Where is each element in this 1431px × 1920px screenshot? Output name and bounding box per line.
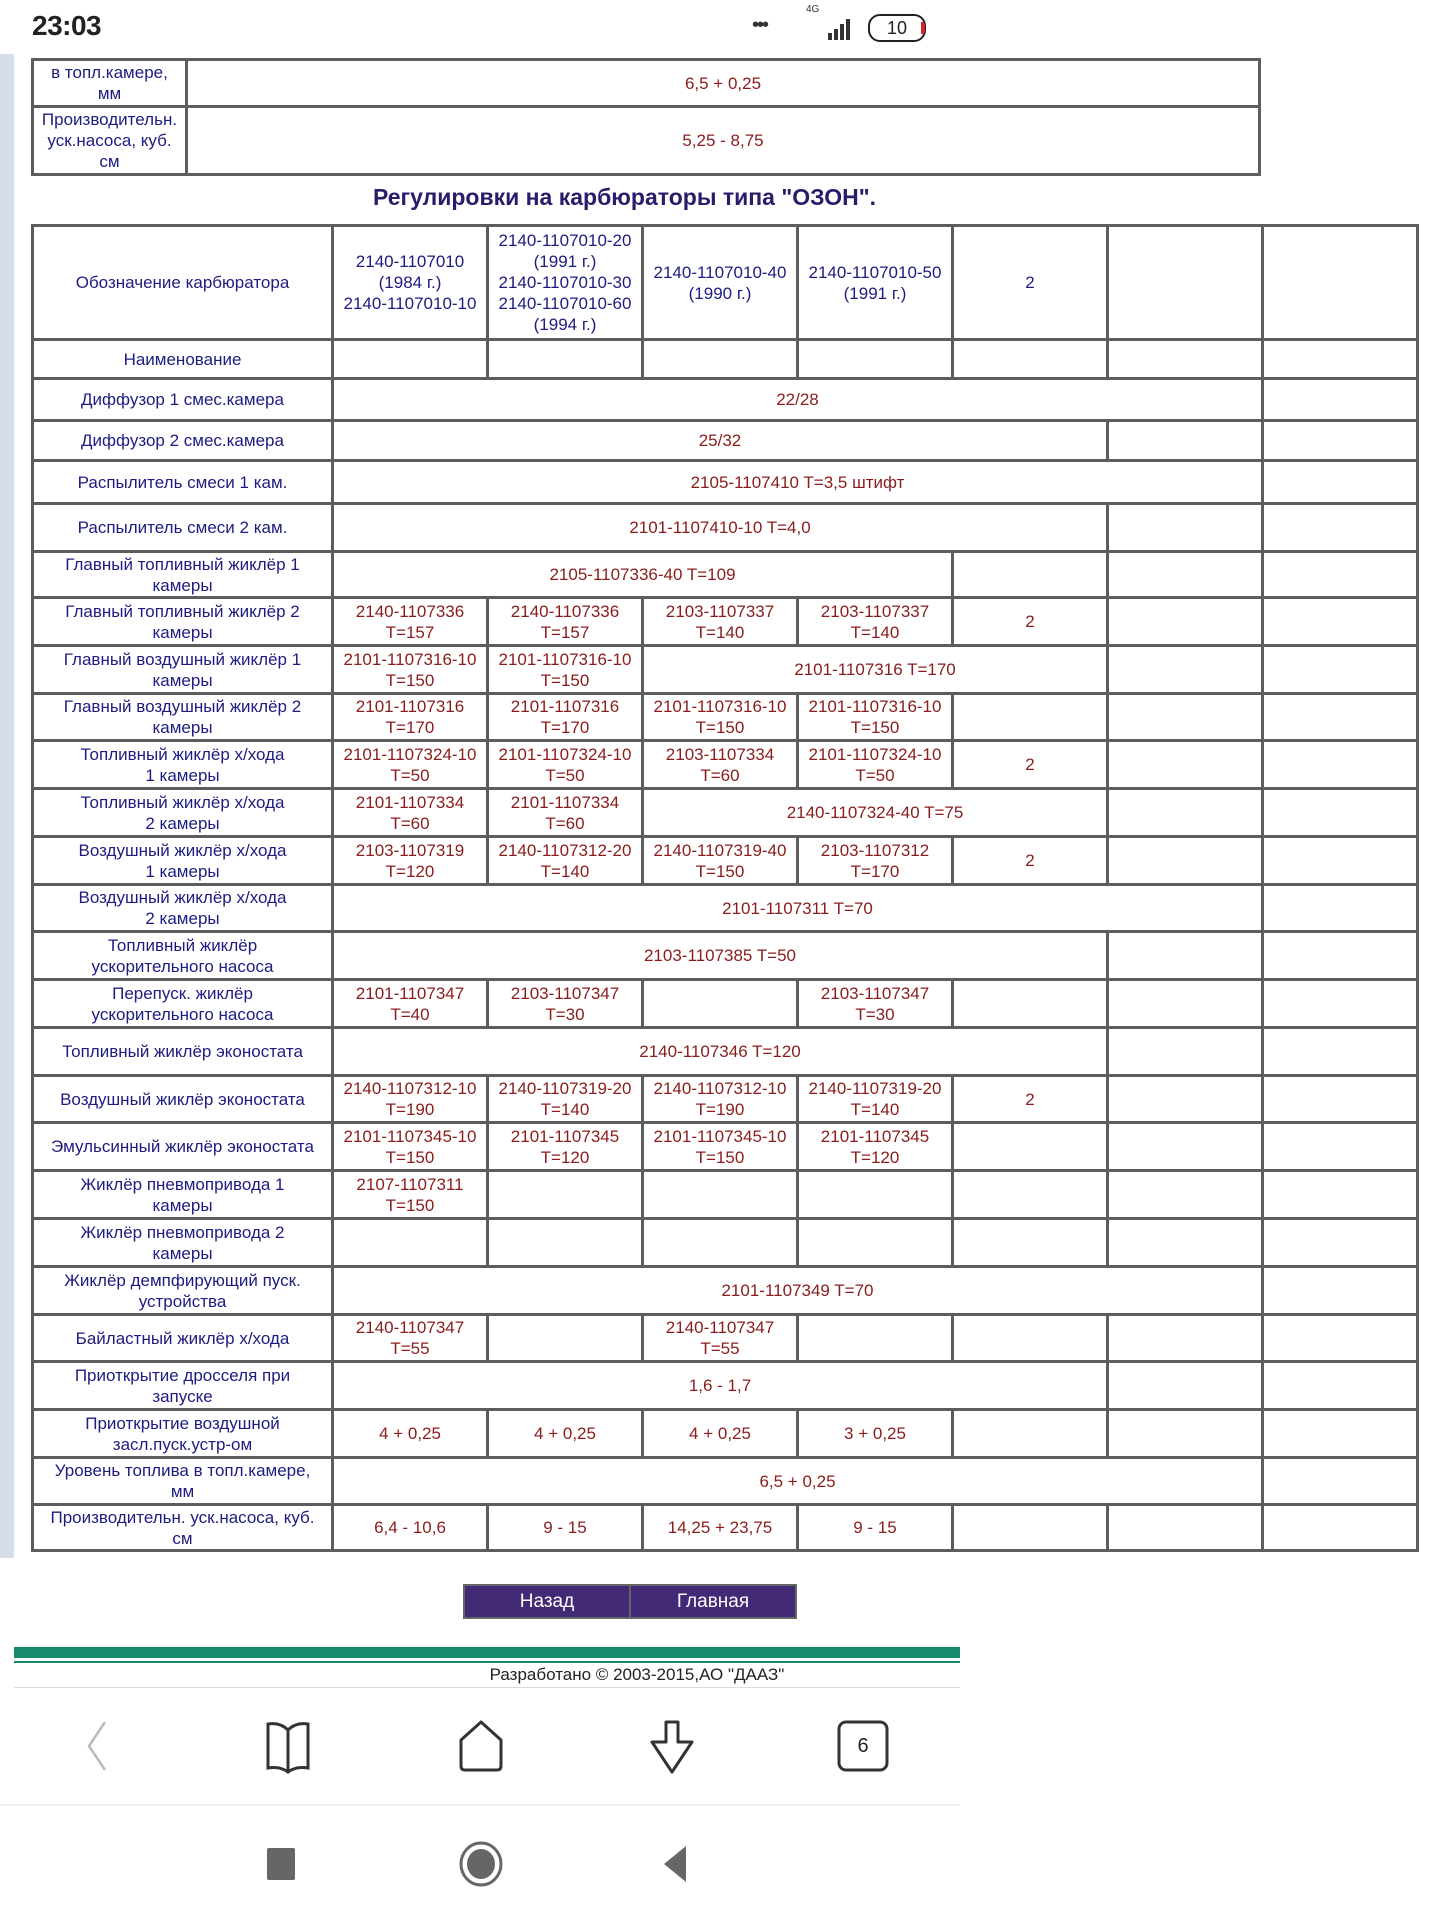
- value-cell: [953, 1123, 1108, 1171]
- row-label: Уровень топлива в топл.камере, мм: [33, 1458, 333, 1505]
- row-label: Главный топливный жиклёр 2 камеры: [33, 598, 333, 646]
- row-label: Диффузор 2 смес.камера: [33, 421, 333, 461]
- value-cell: [488, 1315, 643, 1362]
- value-cell: 2140-1107346 T=120: [333, 1028, 1108, 1076]
- empty-cell: [1108, 837, 1263, 885]
- value-cell: 2103-1107337 T=140: [643, 598, 798, 646]
- status-time: 23:03: [32, 10, 102, 41]
- value-cell: 2140-1107347 T=55: [333, 1315, 488, 1362]
- table-row: [33, 1410, 1418, 1458]
- row-label: Распылитель смеси 2 кам.: [33, 504, 333, 552]
- row-label: Байластный жиклёр х/хода: [33, 1315, 333, 1362]
- footer-copyright: Разработано © 2003-2015,АО "ДААЗ": [489, 1665, 785, 1684]
- value-cell: 2103-1107312 T=170: [798, 837, 953, 885]
- table-row: [33, 1171, 1418, 1219]
- empty-cell: [1263, 1505, 1418, 1551]
- empty-cell: [1263, 226, 1418, 340]
- row-label: Распылитель смеси 1 кам.: [33, 461, 333, 504]
- empty-cell: [1108, 1362, 1263, 1410]
- value-cell: 2101-1107324-10 T=50: [798, 741, 953, 789]
- tabs-button[interactable]: [835, 1718, 891, 1774]
- empty-cell: [1263, 1362, 1418, 1410]
- value-cell: [643, 340, 798, 379]
- value-cell: [953, 1171, 1108, 1219]
- value-cell: 4 + 0,25: [333, 1410, 488, 1458]
- empty-cell: [1263, 552, 1418, 598]
- value-cell: 2: [953, 741, 1108, 789]
- status-bar: [0, 0, 960, 54]
- value-cell: [798, 1315, 953, 1362]
- value-cell: 2101-1107334 T=60: [333, 789, 488, 837]
- table-row: [33, 461, 1418, 504]
- row-label: Топливный жиклёр эконостата: [33, 1028, 333, 1076]
- nav-buttons: [463, 1584, 797, 1619]
- value-cell: 2101-1107349 T=70: [333, 1267, 1263, 1315]
- table-row: [33, 1315, 1418, 1362]
- left-stripe: [0, 54, 14, 1558]
- value-cell: 2103-1107319 T=120: [333, 837, 488, 885]
- empty-cell: [1108, 694, 1263, 741]
- empty-cell: [1263, 461, 1418, 504]
- empty-cell: [1263, 646, 1418, 694]
- value-cell: [488, 1171, 643, 1219]
- row-label: Топливный жиклёр х/хода 2 камеры: [33, 789, 333, 837]
- empty-cell: [1108, 340, 1263, 379]
- value-cell: 2101-1107410-10 T=4,0: [333, 504, 1108, 552]
- table-row: [33, 1123, 1418, 1171]
- row-label: Перепуск. жиклёр ускорительного насоса: [33, 980, 333, 1028]
- table-row: [33, 598, 1418, 646]
- row-label: Главный воздушный жиклёр 2 камеры: [33, 694, 333, 741]
- value-cell: 2101-1107324-10 T=50: [333, 741, 488, 789]
- value-cell: 2103-1107347 T=30: [488, 980, 643, 1028]
- empty-cell: [1108, 1076, 1263, 1123]
- row-label: Приоткрытие воздушной засл.пуск.устр-ом: [33, 1410, 333, 1458]
- table-row: [33, 932, 1418, 980]
- page-title: Регулировки на карбюраторы типа "ОЗОН".: [373, 184, 877, 210]
- empty-cell: [1108, 1123, 1263, 1171]
- empty-cell: [1263, 741, 1418, 789]
- empty-cell: [1108, 552, 1263, 598]
- table-row: [33, 379, 1418, 421]
- empty-cell: [1108, 1315, 1263, 1362]
- value-cell: [953, 1315, 1108, 1362]
- table-row: [33, 1458, 1418, 1505]
- signal-icon: [814, 18, 850, 40]
- empty-cell: [1108, 1171, 1263, 1219]
- row-label: Жиклёр демпфирующий пуск. устройства: [33, 1267, 333, 1315]
- download-icon[interactable]: [644, 1718, 700, 1774]
- table-row: [33, 1267, 1418, 1315]
- value-cell: 2105-1107410 T=3,5 штифт: [333, 461, 1263, 504]
- row-label: Обозначение карбюратора: [33, 226, 333, 340]
- value-cell: [953, 340, 1108, 379]
- value-cell: 2103-1107347 T=30: [798, 980, 953, 1028]
- value-cell: 2101-1107345-10 T=150: [333, 1123, 488, 1171]
- value-cell: 2101-1107316-10 T=150: [643, 694, 798, 741]
- footer-band: [14, 1647, 960, 1658]
- value-cell: 6,5 + 0,25: [333, 1458, 1263, 1505]
- table-row: [33, 340, 1418, 379]
- value-cell: [333, 340, 488, 379]
- carburetor-settings-table: [31, 224, 1419, 1552]
- value-cell: 2: [953, 837, 1108, 885]
- empty-cell: [1263, 1458, 1418, 1505]
- empty-cell: [1263, 1219, 1418, 1267]
- value-cell: 2101-1107345-10 T=150: [643, 1123, 798, 1171]
- footer-line: [14, 1687, 960, 1688]
- value-cell: 6,4 - 10,6: [333, 1505, 488, 1551]
- empty-cell: [1108, 504, 1263, 552]
- bookmarks-icon[interactable]: [260, 1718, 316, 1774]
- value-cell: 2140-1107312-20 T=140: [488, 837, 643, 885]
- row-label: Топливный жиклёр ускорительного насоса: [33, 932, 333, 980]
- value-cell: 1,6 - 1,7: [333, 1362, 1108, 1410]
- empty-cell: [1263, 379, 1418, 421]
- table-row: [33, 789, 1418, 837]
- value-cell: 9 - 15: [488, 1505, 643, 1551]
- battery-icon: [868, 14, 926, 42]
- value-cell: [953, 980, 1108, 1028]
- empty-cell: [1108, 1219, 1263, 1267]
- table-row: [33, 1076, 1418, 1123]
- value-cell: [953, 694, 1108, 741]
- value-cell: 2105-1107336-40 T=109: [333, 552, 953, 598]
- tabs-count: 6: [857, 1735, 869, 1757]
- row-label: Производительн. уск.насоса, куб. см: [33, 1505, 333, 1551]
- row-label: Топливный жиклёр х/хода 1 камеры: [33, 741, 333, 789]
- empty-cell: [1263, 837, 1418, 885]
- recents-icon[interactable]: [261, 1842, 301, 1886]
- value-cell: 2103-1107337 T=140: [798, 598, 953, 646]
- network-type: 4G: [806, 4, 820, 15]
- row-label: Приоткрытие дросселя при запуске: [33, 1362, 333, 1410]
- empty-cell: [1263, 980, 1418, 1028]
- value-cell: 4 + 0,25: [643, 1410, 798, 1458]
- empty-cell: [1263, 1171, 1418, 1219]
- value-cell: [953, 1410, 1108, 1458]
- empty-cell: [1263, 340, 1418, 379]
- value-cell: 2107-1107311 T=150: [333, 1171, 488, 1219]
- home-icon[interactable]: [453, 1718, 509, 1774]
- row-label: Воздушный жиклёр эконостата: [33, 1076, 333, 1123]
- empty-cell: [1108, 421, 1263, 461]
- value-cell: 22/28: [333, 379, 1263, 421]
- empty-cell: [1263, 598, 1418, 646]
- value-cell: [953, 1505, 1108, 1551]
- empty-cell: [1263, 1410, 1418, 1458]
- table-row: [33, 694, 1418, 741]
- value-cell: [798, 1171, 953, 1219]
- value-cell: 2140-1107347 T=55: [643, 1315, 798, 1362]
- empty-cell: [1263, 1267, 1418, 1315]
- table-row: [33, 885, 1418, 932]
- table-row: [33, 504, 1418, 552]
- browser-toolbar: [0, 1690, 960, 1806]
- more-icon: •••: [752, 14, 768, 36]
- empty-cell: [1263, 1028, 1418, 1076]
- value-cell: [488, 340, 643, 379]
- value-cell: 2101-1107316-10 T=150: [333, 646, 488, 694]
- value-cell: 2101-1107347 T=40: [333, 980, 488, 1028]
- battery-level: 10: [886, 18, 908, 38]
- value-cell: 2140-1107319-20 T=140: [798, 1076, 953, 1123]
- empty-cell: [1108, 646, 1263, 694]
- table-row: [33, 1362, 1418, 1410]
- row-label: Главный воздушный жиклёр 1 камеры: [33, 646, 333, 694]
- value-cell: 2101-1107345 T=120: [798, 1123, 953, 1171]
- empty-cell: [1263, 421, 1418, 461]
- empty-cell: [1263, 932, 1418, 980]
- header-row: [33, 226, 1418, 340]
- value-cell: 14,25 + 23,75: [643, 1505, 798, 1551]
- row-label: в топл.камере, мм: [33, 60, 187, 107]
- row-label: Производительн. уск.насоса, куб. см: [33, 107, 187, 175]
- value-cell: 2101-1107316-10 T=150: [798, 694, 953, 741]
- carburetor-model-cell: 2140-1107010-50 (1991 г.): [798, 226, 953, 340]
- home-nav-icon[interactable]: [459, 1842, 499, 1886]
- empty-cell: [1108, 1410, 1263, 1458]
- row-label: Наименование: [33, 340, 333, 379]
- value-cell: 2101-1107316 T=170: [333, 694, 488, 741]
- row-label: Диффузор 1 смес.камера: [33, 379, 333, 421]
- table-row: [33, 741, 1418, 789]
- empty-cell: [1108, 741, 1263, 789]
- carburetor-model-cell: 2: [953, 226, 1108, 340]
- table-row: [33, 1028, 1418, 1076]
- value-cell: 25/32: [333, 421, 1108, 461]
- page-content: [31, 58, 1431, 1688]
- empty-cell: [1263, 1123, 1418, 1171]
- value-cell: 2103-1107385 T=50: [333, 932, 1108, 980]
- empty-cell: [1263, 694, 1418, 741]
- value-cell: 2140-1107319-20 T=140: [488, 1076, 643, 1123]
- table-row: [33, 552, 1418, 598]
- value-cell: 2140-1107319-40 T=150: [643, 837, 798, 885]
- value-cell: 2: [953, 1076, 1108, 1123]
- value-cell: 2101-1107316-10 T=150: [488, 646, 643, 694]
- value-cell: [953, 1219, 1108, 1267]
- empty-cell: [1108, 1028, 1263, 1076]
- value-cell: 2140-1107336 T=157: [333, 598, 488, 646]
- carburetor-model-cell: 2140-1107010-40 (1990 г.): [643, 226, 798, 340]
- empty-cell: [1263, 885, 1418, 932]
- value-cell: 2101-1107316 T=170: [643, 646, 1108, 694]
- table-row: [33, 1505, 1418, 1551]
- empty-cell: [1108, 932, 1263, 980]
- empty-cell: [1108, 226, 1263, 340]
- carburetor-model-cell: 2140-1107010 (1984 г.) 2140-1107010-10: [333, 226, 488, 340]
- back-icon[interactable]: [67, 1718, 123, 1774]
- empty-cell: [1108, 980, 1263, 1028]
- value-cell: [798, 1219, 953, 1267]
- empty-cell: [1263, 1315, 1418, 1362]
- value-cell: [643, 1171, 798, 1219]
- system-navigation-bar: [0, 1806, 960, 1920]
- row-label: Воздушный жиклёр х/хода 2 камеры: [33, 885, 333, 932]
- value-cell: 2101-1107324-10 T=50: [488, 741, 643, 789]
- value-cell: [643, 1219, 798, 1267]
- value-cell: 9 - 15: [798, 1505, 953, 1551]
- value-cell: 2140-1107324-40 T=75: [643, 789, 1108, 837]
- value-cell: 2140-1107312-10 T=190: [333, 1076, 488, 1123]
- row-label: Эмульсинный жиклёр эконостата: [33, 1123, 333, 1171]
- home-button[interactable]: Главная: [631, 1586, 795, 1617]
- value-cell: 3 + 0,25: [798, 1410, 953, 1458]
- value-cell: [798, 340, 953, 379]
- value-cell: 2103-1107334 T=60: [643, 741, 798, 789]
- value-cell: [953, 552, 1108, 598]
- value-cell: [488, 1219, 643, 1267]
- table-row: [33, 837, 1418, 885]
- table-row: [33, 421, 1418, 461]
- value-cell: [333, 1219, 488, 1267]
- row-value: 5,25 - 8,75: [187, 107, 1260, 175]
- value-cell: 2101-1107311 T=70: [333, 885, 1263, 932]
- row-value: 6,5 + 0,25: [187, 60, 1260, 107]
- value-cell: 4 + 0,25: [488, 1410, 643, 1458]
- empty-cell: [1108, 598, 1263, 646]
- value-cell: 2101-1107316 T=170: [488, 694, 643, 741]
- back-nav-icon[interactable]: [656, 1842, 696, 1886]
- back-button[interactable]: Назад: [465, 1586, 631, 1617]
- table-row: [33, 646, 1418, 694]
- top-table: [31, 58, 1261, 176]
- value-cell: 2140-1107312-10 T=190: [643, 1076, 798, 1123]
- value-cell: 2101-1107345 T=120: [488, 1123, 643, 1171]
- table-row: [33, 980, 1418, 1028]
- value-cell: [643, 980, 798, 1028]
- empty-cell: [1263, 789, 1418, 837]
- empty-cell: [1263, 504, 1418, 552]
- empty-cell: [1108, 789, 1263, 837]
- empty-cell: [1108, 1505, 1263, 1551]
- value-cell: 2101-1107334 T=60: [488, 789, 643, 837]
- table-row: [33, 60, 1260, 107]
- row-label: Жиклёр пневмопривода 2 камеры: [33, 1219, 333, 1267]
- row-label: Воздушный жиклёр х/хода 1 камеры: [33, 837, 333, 885]
- carburetor-model-cell: 2140-1107010-20 (1991 г.) 2140-1107010-30 2140-1107010-60 (1994 г.): [488, 226, 643, 340]
- row-label: Главный топливный жиклёр 1 камеры: [33, 552, 333, 598]
- table-row: [33, 107, 1260, 175]
- value-cell: 2: [953, 598, 1108, 646]
- value-cell: 2140-1107336 T=157: [488, 598, 643, 646]
- row-label: Жиклёр пневмопривода 1 камеры: [33, 1171, 333, 1219]
- table-row: [33, 1219, 1418, 1267]
- empty-cell: [1263, 1076, 1418, 1123]
